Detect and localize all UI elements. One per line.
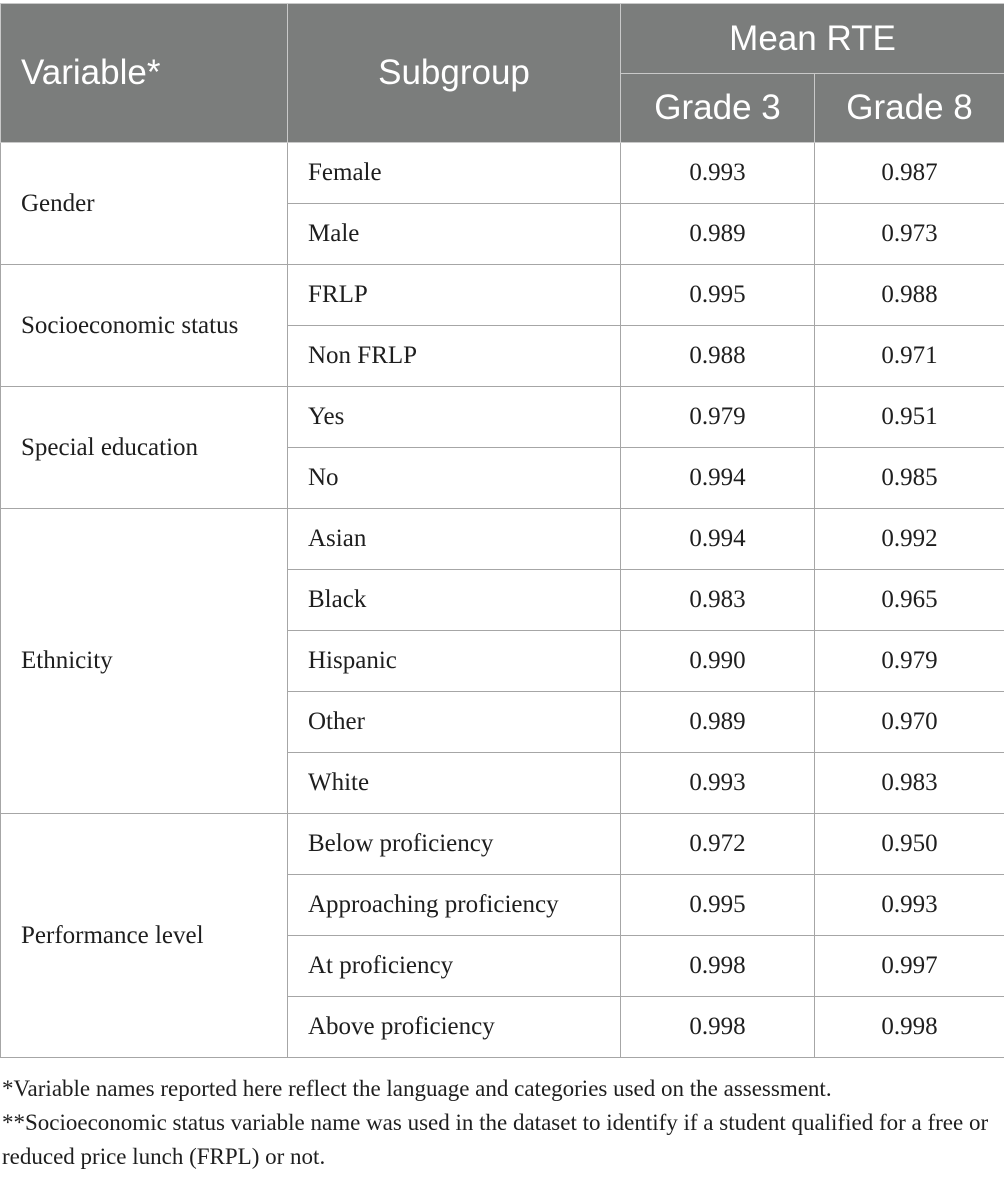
variable-cell: Socioeconomic status [1,265,288,387]
grade-8-value: 0.985 [815,448,1004,509]
subgroup-cell: Above proficiency [288,997,621,1058]
table-body [1,143,1004,1058]
grade-3-value: 0.983 [621,570,815,631]
grade-3-value: 0.993 [621,753,815,814]
table-row [1,387,1004,448]
subgroup-cell: White [288,753,621,814]
grade-8-value: 0.973 [815,204,1004,265]
header-mean-rte: Mean RTE [621,4,1004,74]
table-row [1,265,1004,326]
table-row [1,143,1004,204]
grade-3-value: 0.995 [621,265,815,326]
grade-8-value: 0.997 [815,936,1004,997]
mean-rte-table [0,3,1004,1058]
grade-3-value: 0.994 [621,509,815,570]
grade-8-value: 0.983 [815,753,1004,814]
grade-3-value: 0.998 [621,997,815,1058]
grade-3-value: 0.972 [621,814,815,875]
subgroup-cell: Other [288,692,621,753]
header-subgroup: Subgroup [288,4,621,143]
grade-3-value: 0.989 [621,692,815,753]
subgroup-cell: Yes [288,387,621,448]
grade-8-value: 0.998 [815,997,1004,1058]
grade-8-value: 0.950 [815,814,1004,875]
table-row [1,814,1004,875]
variable-cell: Ethnicity [1,509,288,814]
grade-8-value: 0.971 [815,326,1004,387]
grade-3-value: 0.988 [621,326,815,387]
table-row [1,509,1004,570]
variable-cell: Special education [1,387,288,509]
header-grade-8: Grade 8 [815,74,1004,143]
grade-8-value: 0.987 [815,143,1004,204]
subgroup-cell: No [288,448,621,509]
subgroup-cell: Black [288,570,621,631]
header-variable: Variable* [1,4,288,143]
footnote-socioeconomic: **Socioeconomic status variable name was used in the dataset to identify if a student qualified for a free or reduced price lunch (FRPL) or not. [2,1110,989,1169]
subgroup-cell: Below proficiency [288,814,621,875]
grade-3-value: 0.979 [621,387,815,448]
grade-8-value: 0.993 [815,875,1004,936]
grade-3-value: 0.989 [621,204,815,265]
subgroup-cell: Hispanic [288,631,621,692]
subgroup-cell: Female [288,143,621,204]
subgroup-cell: Non FRLP [288,326,621,387]
subgroup-cell: FRLP [288,265,621,326]
subgroup-cell: Approaching proficiency [288,875,621,936]
subgroup-cell: At proficiency [288,936,621,997]
grade-8-value: 0.992 [815,509,1004,570]
subgroup-cell: Male [288,204,621,265]
grade-8-value: 0.970 [815,692,1004,753]
grade-8-value: 0.951 [815,387,1004,448]
grade-8-value: 0.988 [815,265,1004,326]
variable-cell: Performance level [1,814,288,1058]
header-grade-3: Grade 3 [621,74,815,143]
grade-8-value: 0.979 [815,631,1004,692]
grade-3-value: 0.993 [621,143,815,204]
footnote-variable-names: *Variable names reported here reflect the language and categories used on the assessment. [2,1076,832,1101]
variable-cell: Gender [1,143,288,265]
grade-3-value: 0.990 [621,631,815,692]
footnotes [2,1072,1002,1174]
subgroup-cell: Asian [288,509,621,570]
grade-3-value: 0.995 [621,875,815,936]
grade-3-value: 0.998 [621,936,815,997]
grade-8-value: 0.965 [815,570,1004,631]
table-header [1,4,1004,143]
grade-3-value: 0.994 [621,448,815,509]
